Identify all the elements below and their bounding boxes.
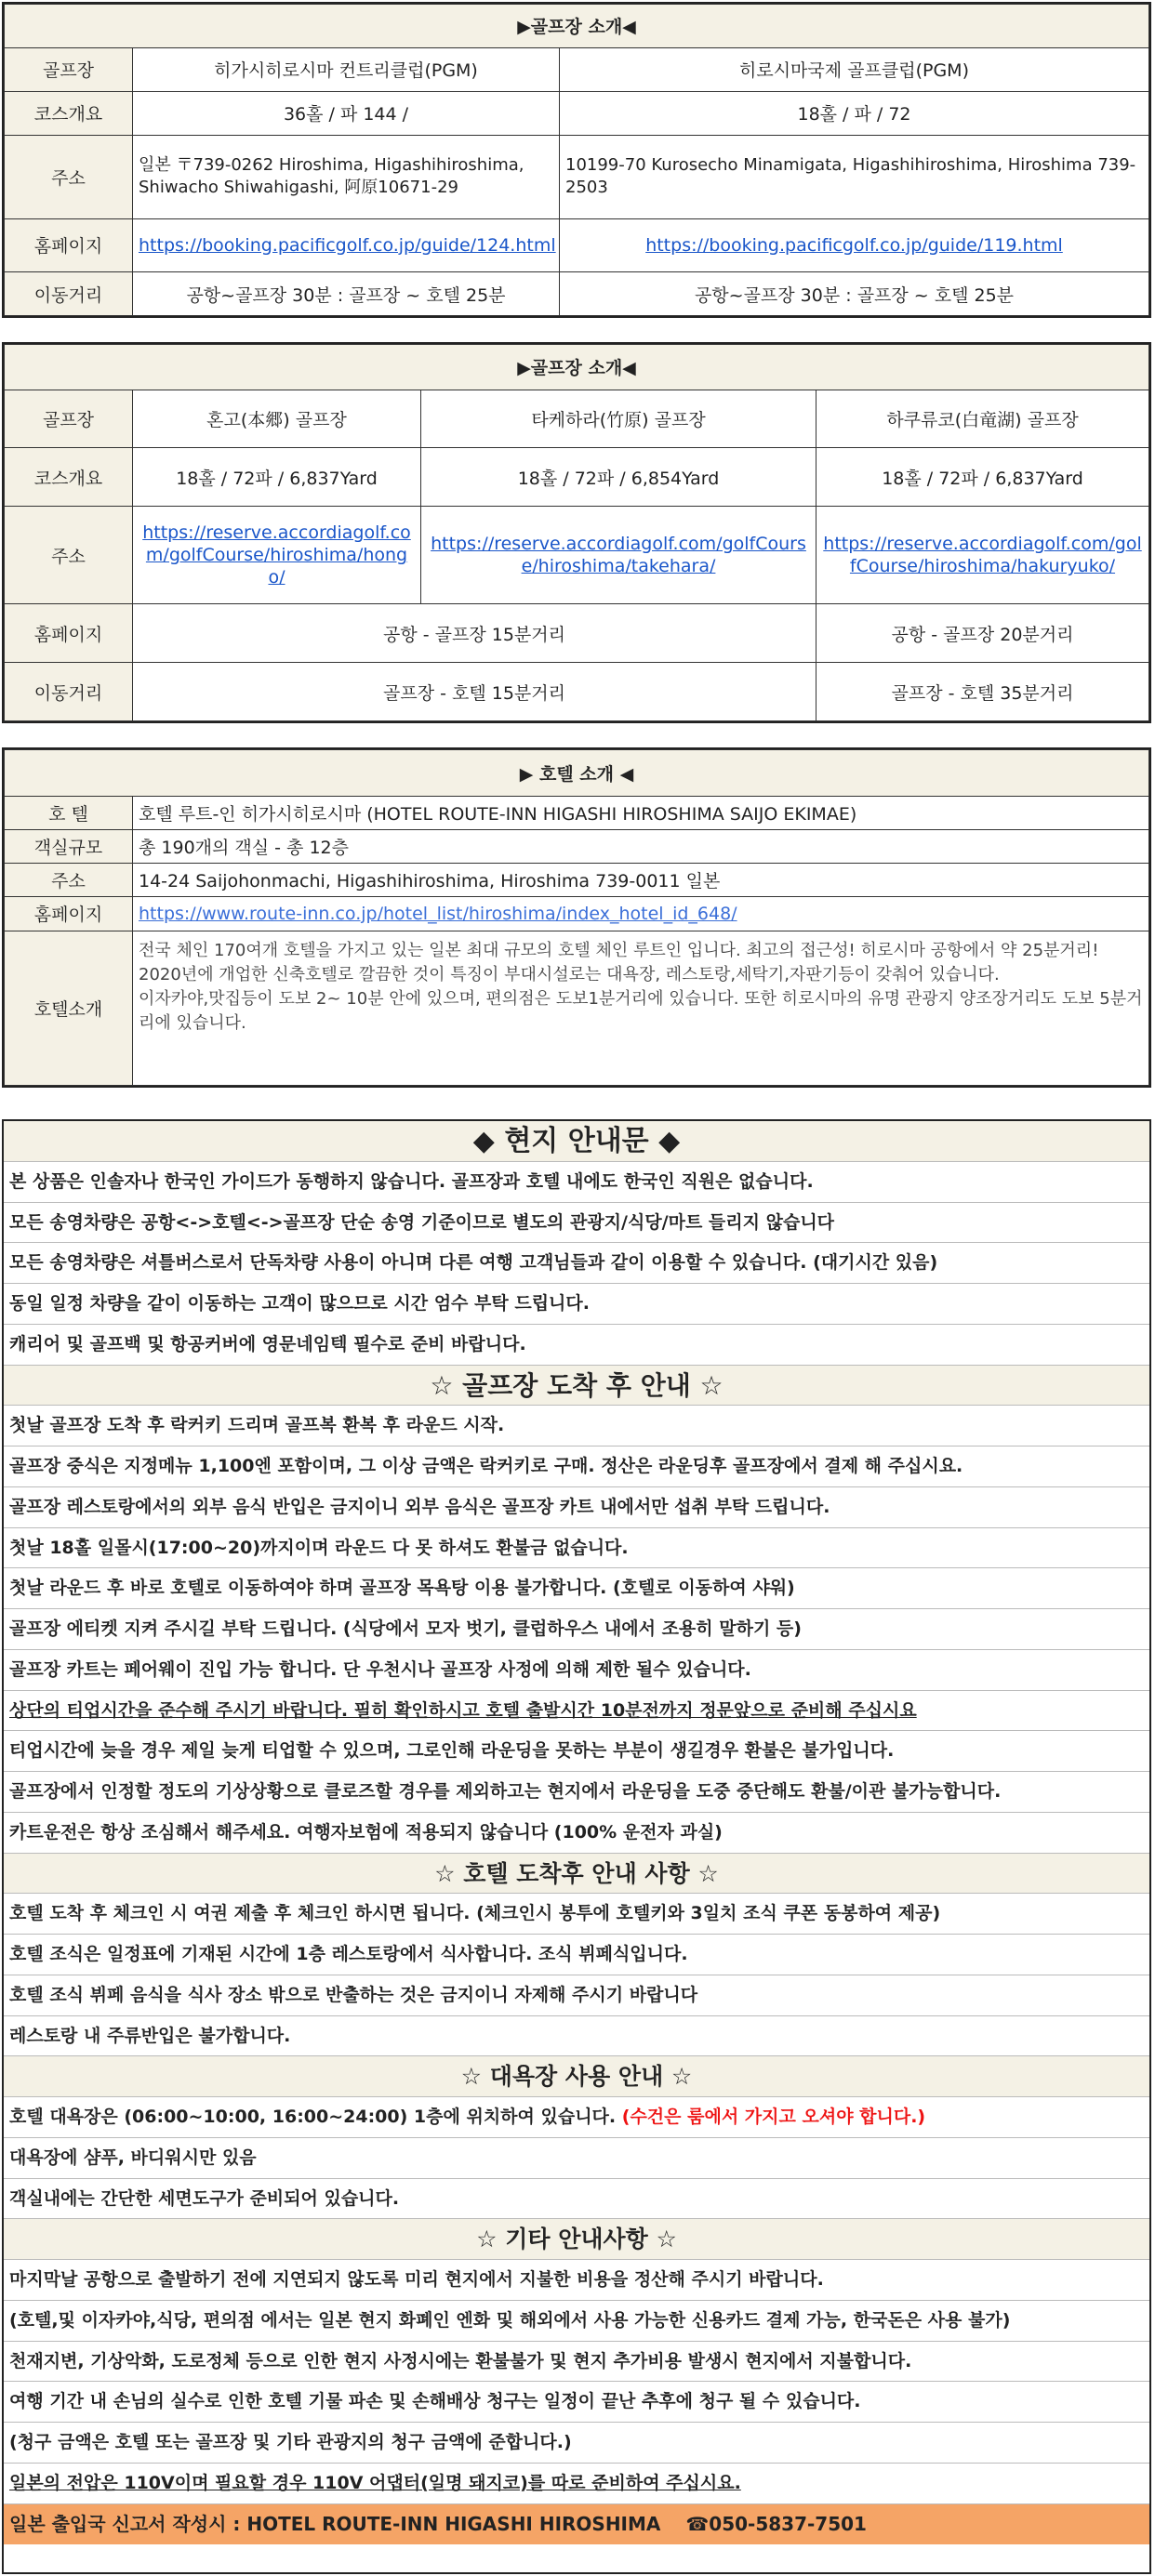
notice-line: 대욕장에 샴푸, 바디워시만 있음 xyxy=(4,2138,1149,2179)
airport-to-golf-b: 공항 - 골프장 20분거리 xyxy=(816,604,1149,663)
hotel-arrival-title: ☆ 호텔 도착후 안내 사항 ☆ xyxy=(4,1854,1149,1895)
notice-line: 모든 송영차량은 셔틀버스로서 단독차량 사용이 아니며 다른 여행 고객님들과 같이 이용할 수 있습니다. (대기시간 있음) xyxy=(4,1243,1149,1284)
hotel-intro-text: 전국 체인 170여개 호텔을 가지고 있는 일본 최대 규모의 호텔 체인 루트인 입니다. 최고의 접근성! 히로시마 공항에서 약 25분거리! 2020년에 개업한 신축호텔로 깔끔한 것이 특징이 부대시설로는 대욕장, 레스토랑,세탁기,자판기등이 갖춰어 있습니다. xyxy=(139,940,1099,984)
notice-title: ◆ 현지 안내문 ◆ xyxy=(4,1121,1149,1162)
course-address: 일본 〒739-0262 Hiroshima, Higashihiroshima, Shiwacho Shiwahigashi, 阿原10671-29 xyxy=(133,135,560,218)
notice-line: 레스토랑 내 주류반입은 불가합니다. xyxy=(4,2016,1149,2057)
notice-line: 카트운전은 항상 조심해서 해주세요. 여행자보험에 적용되지 않습니다 (100% 운전자 과실) xyxy=(4,1813,1149,1854)
footer-bar xyxy=(4,2504,1149,2545)
golf-table-1 xyxy=(4,4,1149,316)
notice-line: 골프장 에티켓 지켜 주시길 부탁 드립니다. (식당에서 모자 벗기, 클럽하우스 내에서 조용히 말하기 등) xyxy=(4,1609,1149,1650)
airport-to-golf-a: 공항 - 골프장 15분거리 xyxy=(133,604,816,663)
notice-line: 호텔 조식은 일정표에 기재된 시간에 1층 레스토랑에서 식사합니다. 조식 뷔페식입니다. xyxy=(4,1935,1149,1975)
label-rooms: 객실규모 xyxy=(5,830,133,864)
hotel-address: 14-24 Saijohonmachi, Higashihiroshima, Hiroshima 739-0011 일본 xyxy=(133,864,1149,897)
course-overview: 18홀 / 72파 / 6,837Yard xyxy=(816,448,1149,507)
notice-line: 호텔 도착 후 체크인 시 여권 제출 후 체크인 하시면 됩니다. (체크인시 봉투에 호텔키와 3일치 조식 쿠폰 동봉하여 제공) xyxy=(4,1894,1149,1935)
golf-intro-section-1 xyxy=(2,2,1151,318)
hotel-rooms: 총 190개의 객실 - 총 12층 xyxy=(133,830,1149,864)
notice-line: 마지막날 공항으로 출발하기 전에 지연되지 않도록 미리 현지에서 지불한 비용을 정산해 주시기 바랍니다. xyxy=(4,2260,1149,2301)
course-overview: 18홀 / 파 / 72 xyxy=(560,91,1149,135)
notice-line: 골프장 카트는 페어웨이 진입 가능 합니다. 단 우천시나 골프장 사정에 의해 제한 될수 있습니다. xyxy=(4,1650,1149,1691)
footer-label: 일본 출입국 신고서 작성시 : HOTEL ROUTE-INN HIGASHI HIROSHIMA xyxy=(9,2512,661,2535)
golf-table-2 xyxy=(4,344,1149,721)
hotel-table xyxy=(4,749,1149,1086)
course-homepage-link[interactable]: https://booking.pacificgolf.co.jp/guide/124.html xyxy=(139,234,556,256)
course-overview: 18홀 / 72파 / 6,854Yard xyxy=(421,448,816,507)
notice-line: 캐리어 및 골프백 및 항공커버에 영문네임텍 필수로 준비 바랍니다. xyxy=(4,1325,1149,1366)
hotel-intro-text: 이자카야,맛집등이 도보 2~ 10분 안에 있으며, 편의점은 도보1분거리에 있습니다. 또한 히로시마의 유명 관광지 양조장거리도 도보 5분거리에 있습니다. xyxy=(139,988,1143,1033)
notice-line: 동일 일정 차량을 같이 이동하는 고객이 많으므로 시간 엄수 부탁 드립니다. xyxy=(4,1284,1149,1325)
course-name: 하쿠류코(白竜湖) 골프장 xyxy=(816,390,1149,448)
course-name: 혼고(本郷) 골프장 xyxy=(133,390,421,448)
course-overview: 18홀 / 72파 / 6,837Yard xyxy=(133,448,421,507)
label-hotel-intro: 호텔소개 xyxy=(5,931,133,1086)
notice-line: 첫날 골프장 도착 후 락커키 드리며 골프복 환복 후 라운드 시작. xyxy=(4,1406,1149,1447)
label-distance: 이동거리 xyxy=(5,663,133,721)
notice-line: 모든 송영차량은 공항<->호텔<->골프장 단순 송영 기준이므로 별도의 관광지/식당/마트 들리지 않습니다 xyxy=(4,1203,1149,1244)
section-title: ▶골프장 소개◀ xyxy=(5,345,1149,390)
notice-line: 티업시간에 늦을 경우 제일 늦게 티업할 수 있으며, 그로인해 라운딩을 못하는 부분이 생길경우 환불은 불가입니다. xyxy=(4,1731,1149,1772)
hotel-name: 호텔 루트-인 히가시히로시마 (HOTEL ROUTE-INN HIGASHI HIROSHIMA SAIJO EKIMAE) xyxy=(133,797,1149,830)
bath-hours-text: 호텔 대욕장은 (06:00~10:00, 16:00~24:00) 1층에 위치하여 있습니다. xyxy=(9,2107,617,2127)
label-course-overview: 코스개요 xyxy=(5,448,133,507)
etc-title: ☆ 기타 안내사항 ☆ xyxy=(4,2219,1149,2260)
notice-line: 객실내에는 간단한 세면도구가 준비되어 있습니다. xyxy=(4,2179,1149,2220)
section-title: ▶ 호텔 소개 ◀ xyxy=(5,750,1149,797)
course-name: 히로시마국제 골프클럽(PGM) xyxy=(560,47,1149,91)
hotel-intro xyxy=(133,931,1149,1086)
label-golf-course: 골프장 xyxy=(5,390,133,448)
course-address-link[interactable]: https://reserve.accordiagolf.com/golfCourse/hiroshima/hakuryuko/ xyxy=(823,534,1142,577)
notice-line: 골프장에서 인정할 정도의 기상상황으로 클로즈할 경우를 제외하고는 현지에서 라운딩을 도중 중단해도 환불/이관 불가능합니다. xyxy=(4,1772,1149,1813)
label-homepage: 홈페이지 xyxy=(5,218,133,271)
notice-line: 본 상품은 인솔자나 한국인 가이드가 동행하지 않습니다. 골프장과 호텔 내에도 한국인 직원은 없습니다. xyxy=(4,1162,1149,1203)
notice-line: 여행 기간 내 손님의 실수로 인한 호텔 기물 파손 및 손해배상 청구는 일정이 끝난 추후에 청구 될 수 있습니다. xyxy=(4,2382,1149,2423)
hotel-homepage-link[interactable]: https://www.route-inn.co.jp/hotel_list/hiroshima/index_hotel_id_648/ xyxy=(139,903,737,924)
label-golf-course: 골프장 xyxy=(5,47,133,91)
notice-line: 호텔 조식 뷔페 음식을 식사 장소 밖으로 반출하는 것은 금지이니 자제해 주시기 바랍니다 xyxy=(4,1975,1149,2016)
course-address-link[interactable]: https://reserve.accordiagolf.com/golfCourse/hiroshima/takehara/ xyxy=(431,534,806,577)
course-homepage-link[interactable]: https://booking.pacificgolf.co.jp/guide/119.html xyxy=(645,234,1063,256)
notice-line: 첫날 18홀 일몰시(17:00~20)까지이며 라운드 다 못 하셔도 환불금 없습니다. xyxy=(4,1528,1149,1569)
course-address: 10199-70 Kurosecho Minamigata, Higashihiroshima, Hiroshima 739-2503 xyxy=(560,135,1149,218)
course-distance: 공항~골프장 30분 : 골프장 ~ 호텔 25분 xyxy=(560,272,1149,316)
notice-line: (청구 금액은 호텔 또는 골프장 및 기타 관광지의 청구 금액에 준합니다.) xyxy=(4,2423,1149,2464)
notice-line: 골프장 레스토랑에서의 외부 음식 반입은 금지이니 외부 음식은 골프장 카트 내에서만 섭취 부탁 드립니다. xyxy=(4,1487,1149,1528)
label-hotel: 호 텔 xyxy=(5,797,133,830)
label-homepage: 홈페이지 xyxy=(5,897,133,931)
section-title: ▶골프장 소개◀ xyxy=(5,5,1149,48)
notice-line: 첫날 라운드 후 바로 호텔로 이동하여야 하며 골프장 목욕탕 이용 불가합니다. (호텔로 이동하여 샤워) xyxy=(4,1568,1149,1609)
course-name: 타케하라(竹原) 골프장 xyxy=(421,390,816,448)
label-homepage: 홈페이지 xyxy=(5,604,133,663)
label-address: 주소 xyxy=(5,507,133,604)
notice-line-underlined: 상단의 티업시간을 준수해 주시기 바랍니다. 필히 확인하시고 호텔 출발시간 10분전까지 정문앞으로 준비해 주십시요 xyxy=(4,1691,1149,1732)
label-distance: 이동거리 xyxy=(5,272,133,316)
golf-to-hotel-a: 골프장 - 호텔 15분거리 xyxy=(133,663,816,721)
label-course-overview: 코스개요 xyxy=(5,91,133,135)
golf-intro-section-2 xyxy=(2,342,1151,723)
bath-towel-warning: (수건은 룸에서 가지고 오셔야 합니다.) xyxy=(621,2107,926,2127)
golf-to-hotel-b: 골프장 - 호텔 35분거리 xyxy=(816,663,1149,721)
notice-line: (호텔,및 이자카야,식당, 편의점 에서는 일본 현지 화폐인 엔화 및 해외에서 사용 가능한 신용카드 결제 가능, 한국돈은 사용 불가) xyxy=(4,2301,1149,2342)
notice-line xyxy=(4,2097,1149,2138)
label-address: 주소 xyxy=(5,864,133,897)
footer-phone: ☎050-5837-7501 xyxy=(685,2512,867,2535)
notice-line: 천재지변, 기상악화, 도로정체 등으로 인한 현지 사정시에는 환불불가 및 현지 추가비용 발생시 현지에서 지불합니다. xyxy=(4,2342,1149,2383)
hotel-intro-section xyxy=(2,747,1151,1088)
golf-arrival-title: ☆ 골프장 도착 후 안내 ☆ xyxy=(4,1366,1149,1407)
label-address: 주소 xyxy=(5,135,133,218)
notice-line: 골프장 중식은 지정메뉴 1,100엔 포함이며, 그 이상 금액은 락커키로 구매. 정산은 라운딩후 골프장에서 결제 해 주십시요. xyxy=(4,1447,1149,1487)
course-address-link[interactable]: https://reserve.accordiagolf.com/golfCourse/hiroshima/hongo/ xyxy=(142,522,411,588)
course-name: 히가시히로시마 컨트리클럽(PGM) xyxy=(133,47,560,91)
bath-title: ☆ 대욕장 사용 안내 ☆ xyxy=(4,2056,1149,2097)
course-distance: 공항~골프장 30분 : 골프장 ~ 호텔 25분 xyxy=(133,272,560,316)
local-notice-section xyxy=(2,1119,1151,2574)
course-overview: 36홀 / 파 144 / xyxy=(133,91,560,135)
voltage-notice: 일본의 전압은 110V이며 필요할 경우 110V 어댑터(일명 돼지코)를 따로 준비하여 주십시요. xyxy=(4,2464,1149,2504)
